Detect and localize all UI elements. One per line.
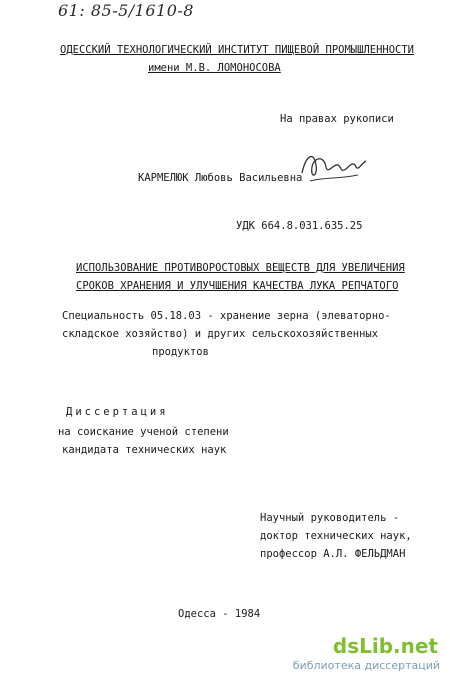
author-signature	[296, 143, 372, 185]
degree-line-2: кандидата технических наук	[62, 444, 227, 456]
manuscript-rights: На правах рукописи	[280, 113, 394, 125]
city-year: Одесса - 1984	[178, 608, 261, 620]
handwritten-archive-code: 61: 85-5/1610-8	[58, 1, 194, 20]
advisor-line-2: доктор технических наук,	[260, 530, 412, 542]
dissertation-title-line-1: ИСПОЛЬЗОВАНИЕ ПРОТИВОРОСТОВЫХ ВЕЩЕСТВ ДЛЯ УВЕЛИЧЕНИЯ	[76, 262, 405, 274]
advisor-line-3: профессор А.Л. ФЕЛЬДМАН	[260, 548, 406, 560]
dissertation-label: Диссертация	[66, 406, 169, 418]
degree-line-1: на соискание ученой степени	[58, 426, 229, 438]
author-name: КАРМЕЛЮК Любовь Васильевна	[138, 172, 303, 184]
watermark-subtitle: библиотека диссертаций	[292, 659, 440, 672]
advisor-line-1: Научный руководитель -	[260, 512, 400, 524]
watermark-logo: dsLib.net	[332, 634, 438, 658]
dissertation-title-line-2: СРОКОВ ХРАНЕНИЯ И УЛУЧШЕНИЯ КАЧЕСТВА ЛУКА РЕПЧАТОГО	[76, 280, 399, 292]
institute-name: ОДЕССКИЙ ТЕХНОЛОГИЧЕСКИЙ ИНСТИТУТ ПИЩЕВОЙ ПРОМЫШЛЕННОСТИ	[60, 44, 415, 56]
udk-code: УДК 664.8.031.635.25	[236, 220, 363, 232]
specialty-line-2: складское хозяйство) и других сельскохозяйственных	[62, 328, 379, 340]
institute-named-after: имени М.В. ЛОМОНОСОВА	[148, 62, 281, 74]
specialty-line-1: Специальность 05.18.03 - хранение зерна (элеваторно-	[62, 310, 391, 322]
specialty-line-3: продуктов	[152, 346, 209, 358]
